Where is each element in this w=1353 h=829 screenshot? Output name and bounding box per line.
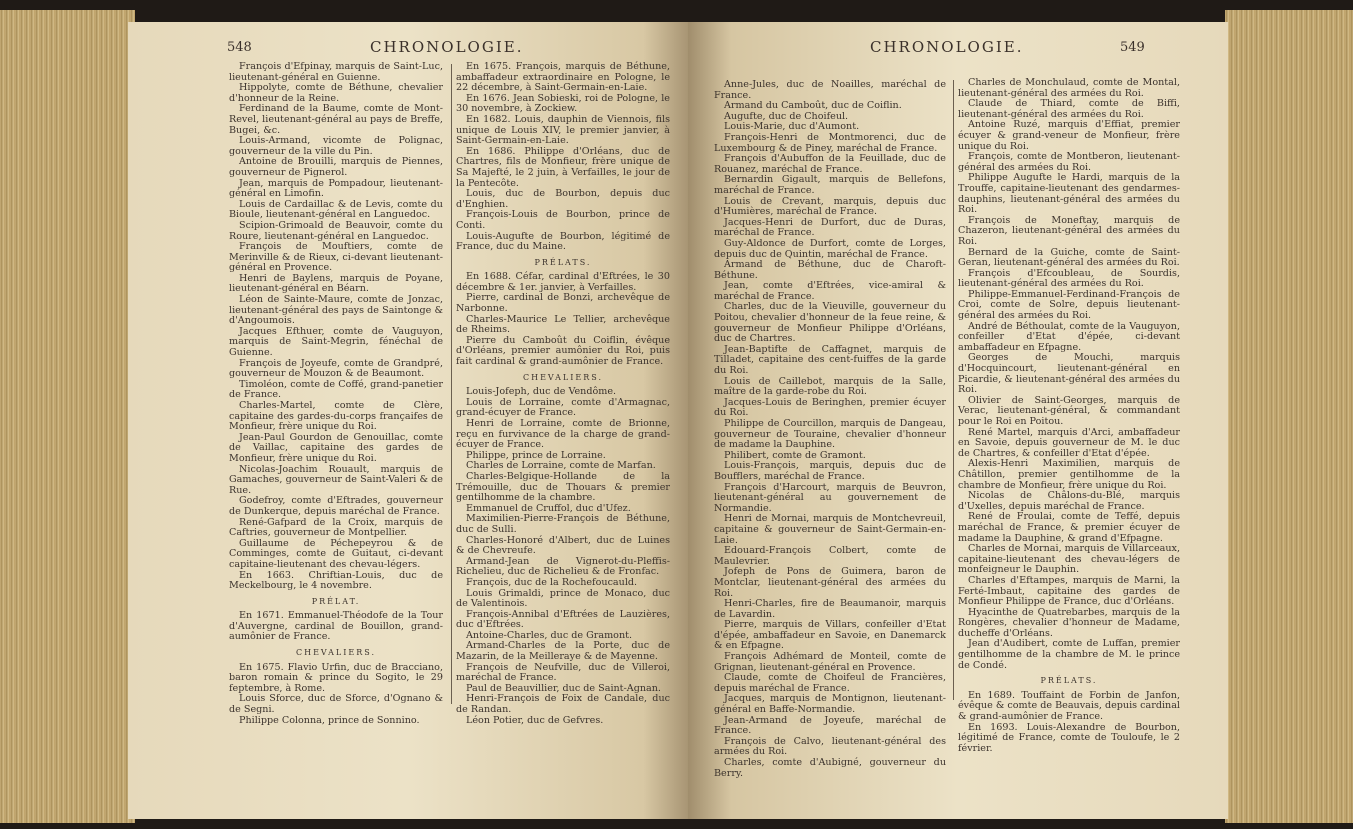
entry: Charles de Monchulaud, comte de Montal, lieutenant-général des armées du Roi. — [958, 77, 1180, 99]
entry: Claude, comte de Choifeul de Francières, depuis maréchal de France. — [714, 672, 946, 694]
entry: Jacques, marquis de Montignon, lieutenant-général en Baffe-Normandie. — [714, 693, 946, 716]
entry: Henri de Lorraine, comte de Brionne, reçu en furvivance de la charge de grand-écuyer de France. — [456, 418, 670, 451]
entry: Philippe Colonna, prince de Sonnino. — [239, 714, 420, 726]
entry: François de Mouftiers, comte de Merinville & de Rieux, ci-devant lieutenant-général en Provence. — [229, 241, 443, 274]
right-page-number: 549 — [1120, 40, 1145, 55]
entry: François, comte de Montberon, lieutenant-général des armées du Roi. — [958, 151, 1180, 173]
entry: Antoine-Charles, duc de Gramont. — [466, 629, 633, 641]
section-heading: PRÉLATS. — [1040, 676, 1098, 686]
entry: En 1671. Emmanuel-Théodofe de la Tour d'Auvergne, cardinal de Bouillon, grand-aumônier de France. — [229, 610, 443, 643]
entry: En 1676. Jean Sobieski, roi de Pologne, le 30 novembre, à Zockiew. — [456, 92, 670, 115]
column-divider — [451, 64, 452, 704]
entry: Henri de Baylens, marquis de Poyane, lieutenant-général en Béarn. — [229, 272, 443, 295]
entry: Louis-Marie, duc d'Aumont. — [724, 121, 860, 133]
entry: Godefroy, comte d'Eftrades, gouverneur de Dunkerque, depuis maréchal de France. — [229, 495, 443, 517]
entry: Louis Grimaldi, prince de Monaco, duc de Valentinois. — [456, 587, 670, 610]
entry: René-Gafpard de la Croix, marquis de Caftries, gouverneur de Montpellier. — [229, 516, 443, 539]
entry: Armand-Jean de Vignerot-du-Pleffis-Richelieu, duc de Richelieu & de Fronfac. — [456, 555, 670, 578]
entry: En 1693. Louis-Alexandre de Bourbon, légitimé de France, comte de Touloufe, le 2 février. — [958, 721, 1180, 754]
entry: Charles de Mornai, marquis de Villarceaux, capitaine-lieutenant des chevau-légers de monfeigneur le Dauphin. — [958, 543, 1180, 576]
entry: André de Béthoulat, comte de la Vauguyon, confeiller d'Etat d'épée, ci-devant ambaffadeur en Efpagne. — [958, 320, 1180, 353]
entry: Charles de Lorraine, comte de Marfan. — [466, 460, 656, 472]
right-running-head: CHRONOLOGIE. — [870, 38, 1024, 56]
entry: Hippolyte, comte de Béthune, chevalier d'honneur de la Reine. — [229, 82, 443, 104]
entry: Louis de Lorraine, comte d'Armagnac, grand-écuyer de France. — [456, 396, 670, 419]
entry: Louis-François, marquis, depuis duc de Boufflers, maréchal de France. — [714, 460, 946, 482]
entry: En 1682. Louis, dauphin de Viennois, fils unique de Louis XIV, le premier janvier, à Saint-Germain-en-Laie. — [456, 113, 670, 147]
entry: François, duc de la Rochefoucauld. — [466, 576, 638, 588]
entry: Maximilien-Pierre-François de Béthune, duc de Sulli. — [456, 513, 670, 535]
entry: Alexis-Henri Maximilien, marquis de Châtillon, premier gentilhomme de la chambre de Monfieur, frère unique du Roi. — [958, 458, 1180, 491]
entry: Charles, duc de la Vieuville, gouverneur du Poitou, chevalier d'honneur de la feue reine, & gouverneur de Monfieur Philippe d'Orléans, duc de Chartres. — [714, 301, 946, 345]
entry: Jean-Armand de Joyeufe, maréchal de France. — [714, 714, 946, 737]
entry: François de Calvo, lieutenant-général des armées du Roi. — [714, 735, 946, 758]
section-heading: PRÉLATS. — [534, 257, 592, 267]
entry: Scipion-Grimoald de Beauvoir, comte du Roure, lieutenant-général en Languedoc. — [229, 219, 443, 242]
entry: Philippe-Emmanuel-Ferdinand-François de Croi, comte de Solre, depuis lieutenant-général des armées du Roi. — [958, 288, 1180, 322]
entry: François de Neufville, duc de Villeroi, maréchal de France. — [456, 661, 670, 684]
entry: Louis de Caillebot, marquis de la Salle, maître de la garde-robe du Roi. — [714, 375, 946, 398]
entry: François-Louis de Bourbon, prince de Conti. — [456, 209, 670, 231]
entry: Anne-Jules, duc de Noailles, maréchal de France. — [714, 79, 946, 101]
entry: En 1686. Philippe d'Orléans, duc de Chartres, fils de Monfieur, frère unique de Sa Majefté, le 2 juin, à Verfailles, le jour de la Pentecôte. — [456, 145, 670, 189]
left-running-head: CHRONOLOGIE. — [370, 38, 524, 56]
right-page-column-1 — [714, 80, 946, 779]
entry: En 1663. Chriftian-Louis, duc de Meckelbourg, le 4 novembre. — [229, 569, 443, 592]
entry: Bernard de la Guiche, comte de Saint-Geran, lieutenant-général des armées du Roi. — [958, 246, 1180, 269]
entry: Pierre, marquis de Villars, confeiller d'Etat d'épée, ambaffadeur en Savoie, en Danemarck & en Efpagne. — [714, 619, 946, 652]
entry: Georges de Mouchi, marquis d'Hocquincourt, lieutenant-général en Picardie, & lieutenant-général des armées du Roi. — [958, 352, 1180, 396]
entry: En 1675. Flavio Urfin, duc de Bracciano, baron romain & prince du Sogito, le 29 feptembre, à Rome. — [229, 661, 443, 694]
entry: Philippe de Courcillon, marquis de Dangeau, gouverneur de Touraine, chevalier d'honneur de madame la Dauphine. — [714, 418, 946, 451]
entry: Augufte, duc de Choifeul. — [724, 110, 849, 122]
entry: François de Joyeufe, comte de Grandpré, gouverneur de Mouzon & de Beaumont. — [229, 357, 443, 380]
entry: Louis de Crevant, marquis, depuis duc d'Humières, maréchal de France. — [714, 195, 946, 218]
entry: François-Henri de Montmorenci, duc de Luxembourg & de Piney, maréchal de France. — [714, 131, 946, 154]
entry: Louis-Jofeph, duc de Vendôme. — [466, 386, 617, 398]
entry: Antoine Ruzé, marquis d'Effiat, premier écuyer & grand-veneur de Monfieur, frère unique du Roi. — [958, 119, 1180, 152]
entry: Charles-Honoré d'Albert, duc de Luines & de Chevreufe. — [456, 534, 670, 557]
entry: René Martel, marquis d'Arci, ambaffadeur en Savoie, depuis gouverneur de M. le duc de Chartres, & confeiller d'Etat d'épée. — [958, 426, 1180, 459]
section-heading: CHEVALIERS. — [295, 648, 377, 658]
entry: Edouard-François Colbert, comte de Maulevrier. — [714, 545, 946, 567]
entry: Charles-Martel, comte de Clère, capitaine des gardes-du-corps françaifes de Monfieur, frère unique du Roi. — [229, 400, 443, 433]
entry: François Adhémard de Monteil, comte de Grignan, lieutenant-général en Provence. — [714, 651, 946, 673]
entry: François de Moneftay, marquis de Chazeron, lieutenant-général des armées du Roi. — [958, 214, 1180, 247]
right-page-edges — [1225, 10, 1353, 823]
entry: Charles-Belgique-Hollande de la Trémouille, duc de Thouars & premier gentilhomme de la chambre. — [456, 470, 670, 504]
left-page-number: 548 — [227, 40, 252, 55]
entry: Nicolas de Châlons-du-Blé, marquis d'Uxelles, depuis maréchal de France. — [958, 490, 1180, 512]
entry: Antoine de Brouilli, marquis de Piennes, gouverneur de Pignerol. — [229, 156, 443, 178]
entry: Henri-François de Foix de Candale, duc de Randan. — [456, 693, 670, 716]
entry: Charles-Maurice Le Tellier, archevêque de Rheims. — [456, 313, 670, 336]
entry: Paul de Beauvillier, duc de Saint-Agnan. — [466, 682, 661, 694]
right-page-column-2 — [958, 78, 1180, 754]
entry: Jofeph de Pons de Guimera, baron de Montclar, lieutenant-général des armées du Roi. — [714, 566, 946, 599]
entry: François d'Efcoubleau, de Sourdis, lieutenant-général des armées du Roi. — [958, 267, 1180, 290]
entry: Jean, comte d'Eftrées, vice-amiral & maréchal de France. — [714, 280, 946, 302]
entry: Louis, duc de Bourbon, depuis duc d'Enghien. — [456, 188, 670, 210]
entry: En 1689. Touffaint de Forbin de Janfon, évêque & comte de Beauvais, depuis cardinal & grand-aumônier de France. — [958, 689, 1181, 723]
entry: François d'Aubuffon de la Feuillade, duc de Rouanez, maréchal de France. — [714, 153, 946, 175]
entry: Timoléon, comte de Coffé, grand-panetier de France. — [229, 378, 443, 401]
entry: Philibert, comte de Gramont. — [724, 449, 866, 461]
entry: En 1688. Céfar, cardinal d'Eftrées, le 30 décembre & 1er. janvier, à Verfailles. — [456, 271, 670, 293]
section-heading: CHEVALIERS. — [522, 372, 604, 382]
entry: François d'Efpinay, marquis de Saint-Luc, lieutenant-général en Guienne. — [229, 61, 443, 83]
entry: Claude de Thiard, comte de Biffi, lieutenant-général des armées du Roi. — [958, 98, 1180, 120]
left-page-column-1 — [229, 62, 443, 726]
entry: Armand de Béthune, duc de Charoft-Béthune. — [714, 259, 946, 281]
entry: Armand du Camboût, duc de Coiflin. — [724, 100, 902, 112]
entry: Hyacinthe de Quatrebarbes, marquis de la Rongères, chevalier d'honneur de Madame, ducheffe d'Orléans. — [958, 606, 1180, 639]
entry: Armand-Charles de la Porte, duc de Mazarin, de la Meilleraye & de Mayenne. — [456, 640, 670, 663]
entry: François d'Harcourt, marquis de Beuvron, lieutenant-général au gouvernement de Normandie. — [714, 481, 946, 514]
entry: Jean d'Audibert, comte de Luffan, premier gentilhomme de la chambre de M. le prince de Condé. — [958, 638, 1180, 671]
entry: Jacques-Henri de Durfort, duc de Duras, maréchal de France. — [714, 216, 946, 239]
entry: Léon de Sainte-Maure, comte de Jonzac, lieutenant-général des pays de Saintonge & d'Angoumois. — [229, 294, 443, 327]
entry: Louis de Cardaillac & de Levis, comte du Bioule, lieutenant-général en Languedoc. — [229, 198, 443, 221]
entry: Emmanuel de Cruffol, duc d'Ufez. — [466, 502, 631, 514]
entry: Jean-Paul Gourdon de Genouillac, comte de Vaillac, capitaine des gardes de Monfieur, frère unique du Roi. — [229, 431, 443, 464]
entry: Olivier de Saint-Georges, marquis de Verac, lieutenant-général, & commandant pour le Roi en Poitou. — [958, 394, 1180, 427]
entry: Charles d'Eftampes, marquis de Marni, la Ferté-Imbaut, capitaine des gardes de Monfieur Philippe de France, duc d'Orléans. — [958, 574, 1180, 608]
entry: François-Annibal d'Eftrées de Lauzières, duc d'Eftrées. — [456, 608, 670, 631]
entry: Louis-Armand, vicomte de Polignac, gouverneur de la ville du Pin. — [229, 135, 443, 157]
entry: Philippe Augufte le Hardi, marquis de la Trouffe, capitaine-lieutenant des gendarmes-dauphins, lieutenant-général des armées du Roi. — [958, 172, 1180, 216]
entry: Guillaume de Péchepeyrou & de Comminges, comte de Guitaut, ci-devant capitaine-lieutenant des chevau-légers. — [229, 537, 443, 570]
left-page-column-2 — [456, 62, 670, 726]
entry: Charles, comte d'Aubigné, gouverneur du Berry. — [714, 757, 946, 779]
entry: Jacques Efthuer, comte de Vauguyon, marquis de Saint-Megrin, fénéchal de Guienne. — [229, 325, 443, 359]
left-page-edges — [0, 10, 135, 823]
entry: Pierre du Camboût du Coiflin, évêque d'Orléans, premier aumônier du Roi, puis fait cardinal & grand-aumônier de France. — [456, 334, 670, 368]
column-divider — [953, 80, 954, 700]
section-heading: PRÉLAT. — [311, 596, 361, 606]
entry: Jean, marquis de Pompadour, lieutenant-général en Limofin. — [229, 177, 443, 200]
entry: Nicolas-Joachim Rouault, marquis de Gamaches, gouverneur de Saint-Valeri & de Rue. — [229, 463, 443, 496]
entry: Jacques-Louis de Beringhen, premier écuyer du Roi. — [714, 396, 946, 419]
entry: Philippe, prince de Lorraine. — [466, 449, 606, 461]
entry: Henri de Mornai, marquis de Montchevreuil, capitaine & gouverneur de Saint-Germain-en-Laie. — [714, 513, 946, 546]
entry: Louis Sforce, duc de Sforce, d'Ognano & de Segni. — [229, 693, 443, 716]
entry: Ferdinand de la Baume, comte de Mont-Revel, lieutenant-général au pays de Breffe, Bugei, &c. — [229, 103, 443, 136]
entry: Louis-Augufte de Bourbon, légitimé de France, duc du Maine. — [456, 230, 670, 253]
entry: René de Froulai, comte de Teffé, depuis maréchal de France, & premier écuyer de madame la Dauphine, & grand d'Efpagne. — [958, 511, 1180, 544]
entry: Bernardin Gigault, marquis de Bellefons, maréchal de France. — [714, 174, 946, 196]
entry: Pierre, cardinal de Bonzi, archevêque de Narbonne. — [456, 292, 670, 315]
entry: Henri-Charles, fire de Beaumanoir, marquis de Lavardin. — [714, 598, 946, 620]
entry: En 1675. François, marquis de Béthune, ambaffadeur extraordinaire en Pologne, le 22 décembre, à Saint-Germain-en-Laie. — [456, 61, 670, 94]
entry: Guy-Aldonce de Durfort, comte de Lorges, depuis duc de Quintin, maréchal de France. — [714, 237, 946, 260]
entry: Léon Potier, duc de Gefvres. — [466, 714, 604, 726]
entry: Jean-Baptifte de Caffagnet, marquis de Tilladet, capitaine des cent-fuiffes de la garde du Roi. — [714, 343, 946, 377]
